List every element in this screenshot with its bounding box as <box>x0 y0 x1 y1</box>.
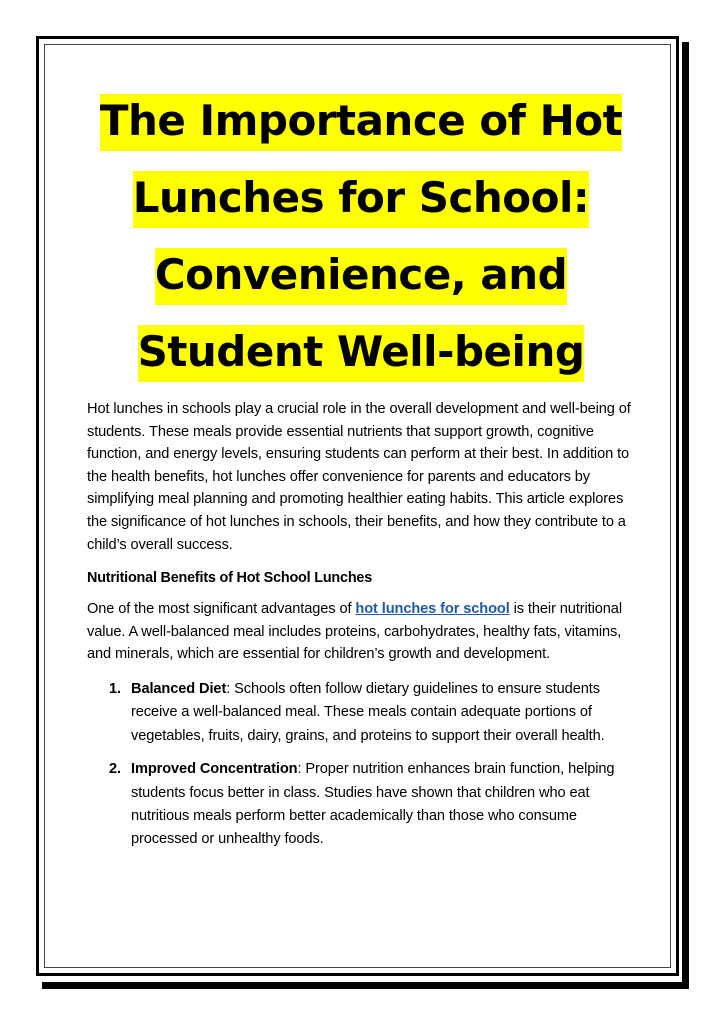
list-item-term: Balanced Diet <box>131 680 227 697</box>
section-heading: Nutritional Benefits of Hot School Lunches <box>87 570 373 587</box>
page-border-shadow-bottom <box>42 982 689 989</box>
intro-paragraph: Hot lunches in schools play a crucial role in the overall development and well-being of students. These meals provide essential nutrients that support growth, cognitive function, and energy levels, ensuring students can perform at their best. In addition to the health benefits, hot lunches offer convenience for parents and educators by simplifying meal planning and promoting healthier eating habits. This article explores the significance of hot lunches in schools, their benefits, and how they contribute to a child’s overall success. <box>87 401 631 553</box>
document-body <box>87 82 647 862</box>
section-text-after-link: is their nutritional value. A well-balanced meal includes proteins, carbohydrates, healthy fats, vitamins, and minerals, which are essential for children’s growth and development. <box>87 601 622 663</box>
section-text-before-link: One of the most significant advantages of <box>87 601 356 618</box>
title-line-1: The Importance of Hot <box>100 94 622 151</box>
list-item-number: 2. <box>109 761 121 778</box>
benefits-list <box>87 678 647 852</box>
section-paragraph <box>87 598 647 666</box>
list-item <box>109 678 647 748</box>
page-title <box>81 82 641 390</box>
list-item-text: : Proper nutrition enhances brain function, helping students focus better in class. Studies have shown that children who eat nutritious meals perform better academically than those who consume processed or unhealthy foods. <box>131 761 615 848</box>
page-border-shadow-right <box>682 42 689 989</box>
list-item-text: : Schools often follow dietary guidelines to ensure students receive a well-balanced meal. These meals contain adequate portions of vegetables, fruits, dairy, grains, and proteins to support their overall health. <box>131 680 605 744</box>
title-line-4: Student Well-being <box>138 325 585 382</box>
title-line-2: Lunches for School: <box>133 171 589 228</box>
hot-lunches-link[interactable]: hot lunches for school <box>355 601 510 618</box>
list-item <box>109 758 647 852</box>
title-line-3: Convenience, and <box>155 248 567 305</box>
list-item-number: 1. <box>109 680 121 697</box>
list-item-term: Improved Concentration <box>131 761 298 778</box>
